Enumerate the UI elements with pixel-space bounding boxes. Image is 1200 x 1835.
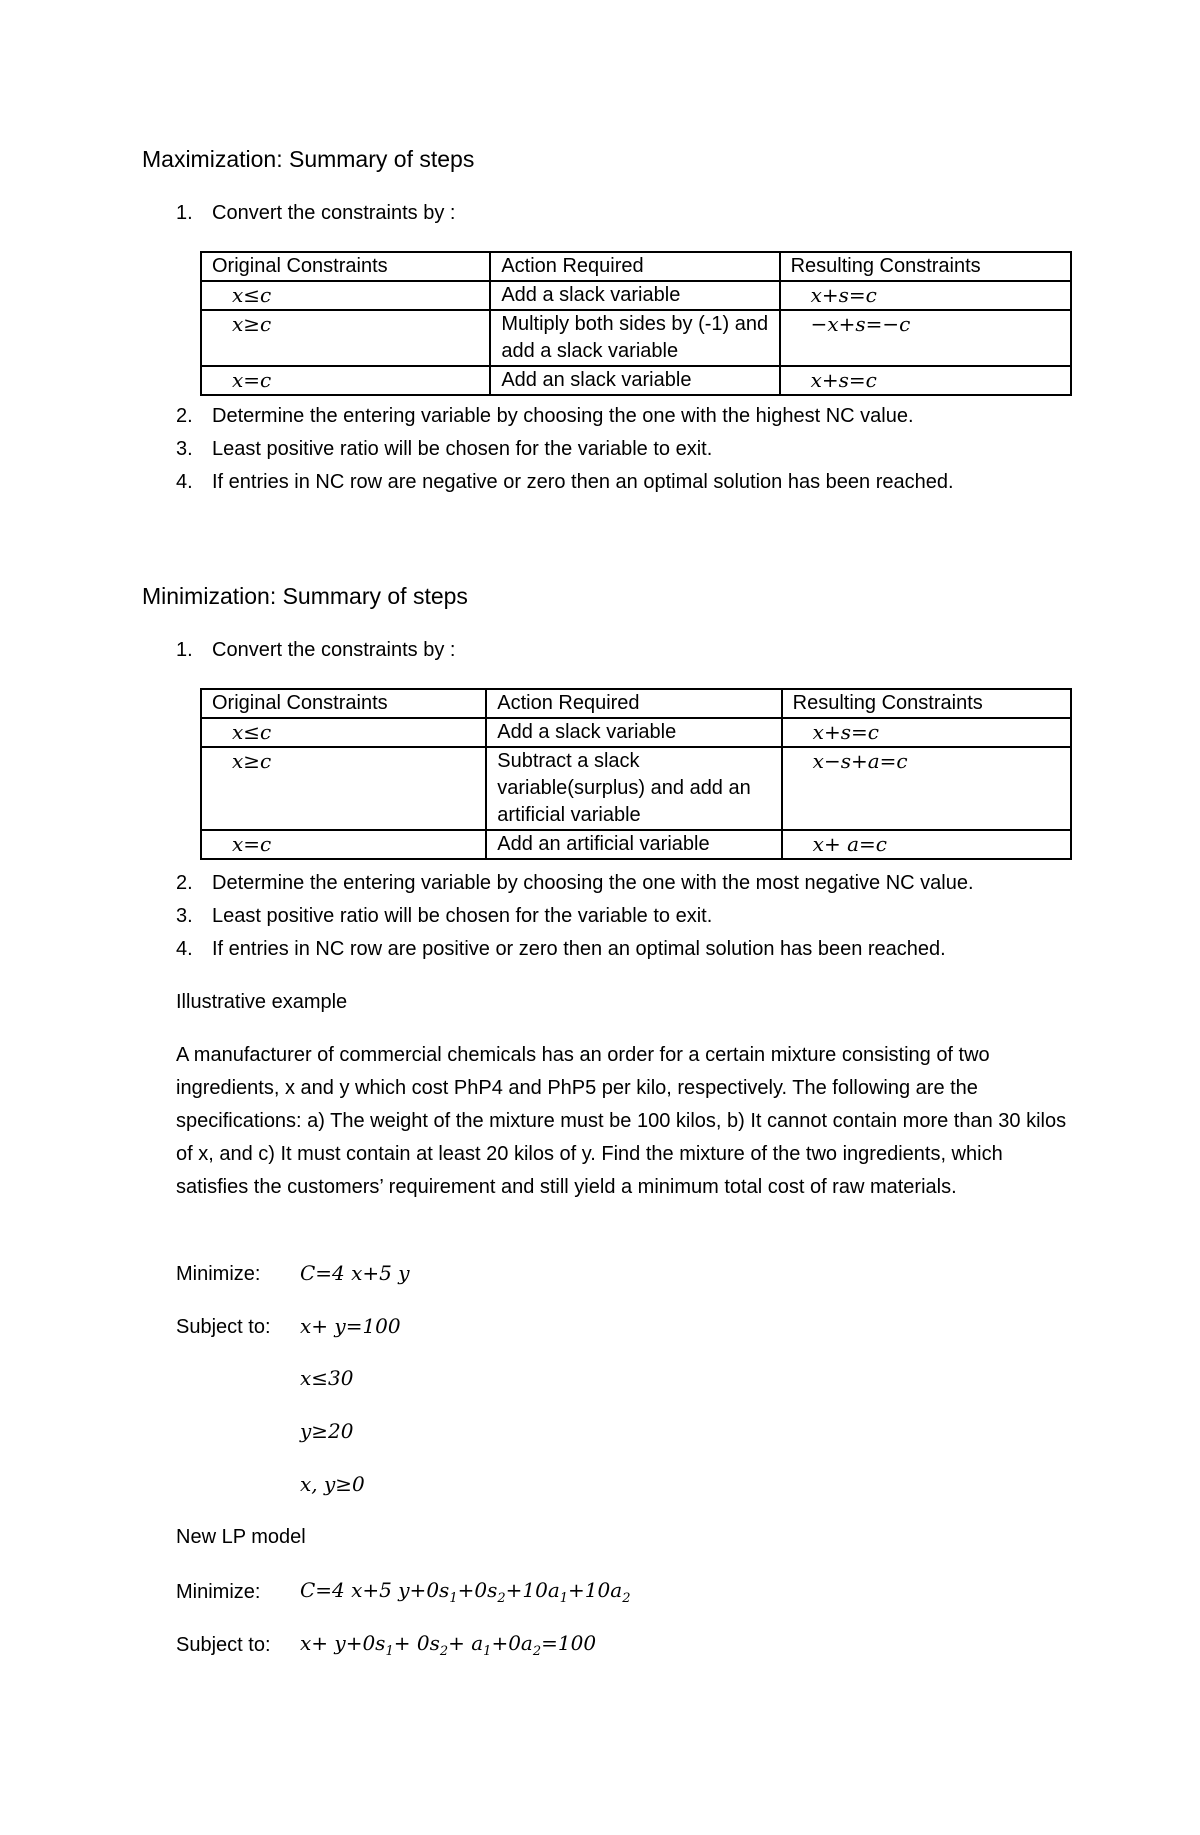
table-header-cell: Action Required: [490, 252, 779, 281]
resulting-constraint: x+ a=c: [782, 830, 1071, 859]
table-row: [201, 718, 1071, 747]
table-header-row: [201, 252, 1071, 281]
table-row: [201, 310, 1071, 366]
original-constraint: x≤c: [201, 281, 490, 310]
step-text: If entries in NC row are negative or zero then an optimal solution has been reached.: [212, 471, 954, 493]
step-num: 4.: [176, 938, 193, 960]
table-header-cell: Original Constraints: [201, 252, 490, 281]
example-paragraph: A manufacturer of commercial chemicals has an order for a certain mixture consisting of two ingredients, x and y which cost PhP4 and PhP5 per kilo, respectively. The following are the specifications: a) The weight of the mixture must be 100 kilos, b) It cannot contain more than 30 kilos of x, and c) It must contain at least 20 kilos of y. Find the mixture of the two ingredients, which satisfies the customers’ requirement and still yield a minimum total cost of raw materials.: [176, 1044, 1067, 1198]
resulting-constraint: x−s+a=c: [782, 747, 1071, 830]
resulting-constraint: x+s=c: [782, 718, 1071, 747]
action-required: Add a slack variable: [490, 281, 779, 310]
original-constraint: x≤c: [201, 718, 486, 747]
new-minimize-label: Minimize:: [176, 1581, 261, 1603]
step-num: 4.: [176, 471, 193, 493]
action-required: Multiply both sides by (-1) and add a slack variable: [490, 310, 779, 366]
step-text: If entries in NC row are positive or zero then an optimal solution has been reached.: [212, 938, 946, 960]
step-text: Convert the constraints by :: [212, 639, 456, 661]
new-subject-to-label: Subject to:: [176, 1634, 271, 1656]
action-required: Subtract a slack variable(surplus) and add an artificial variable: [486, 747, 781, 830]
table-header-cell: Original Constraints: [201, 689, 486, 718]
constraint-1: x+ y=100: [300, 1314, 401, 1338]
step-text: Least positive ratio will be chosen for the variable to exit.: [212, 905, 713, 927]
example-title: Illustrative example: [176, 991, 348, 1013]
min-constraints-table: [200, 688, 1072, 860]
step-num: 1.: [176, 639, 193, 661]
new-objective-function: C=4 x+5 $y+0s_1+0s_2+10a_1+10a_2$: [300, 1578, 631, 1606]
minimization-heading: Minimization: Summary of steps: [142, 583, 468, 609]
step-text: Least positive ratio will be chosen for the variable to exit.: [212, 438, 713, 460]
resulting-constraint: −x+s=−c: [780, 310, 1071, 366]
original-constraint: x≥c: [201, 310, 490, 366]
min-step-4: [176, 938, 946, 961]
new-model-title: New LP model: [176, 1526, 306, 1548]
step-text: Determine the entering variable by choosing the one with the most negative NC value.: [212, 872, 974, 894]
table-header-cell: Action Required: [486, 689, 781, 718]
action-required: Add an slack variable: [490, 366, 779, 395]
table-row: [201, 830, 1071, 859]
resulting-constraint: x+s=c: [780, 281, 1071, 310]
step-text: Determine the entering variable by choosing the one with the highest NC value.: [212, 405, 914, 427]
objective-function: C=4 x+5 y: [300, 1261, 410, 1285]
maximization-heading: Maximization: Summary of steps: [142, 146, 475, 172]
max-step-1-num: 1.: [176, 202, 193, 224]
constraint-4: x, y≥0: [300, 1472, 365, 1496]
constraint-3: y≥20: [300, 1419, 354, 1443]
table-row: [201, 281, 1071, 310]
min-step-3: [176, 905, 712, 928]
step-num: 2.: [176, 405, 193, 427]
original-constraint: x≥c: [201, 747, 486, 830]
original-constraint: x=c: [201, 366, 490, 395]
table-header-cell: Resulting Constraints: [780, 252, 1071, 281]
table-header-cell: Resulting Constraints: [782, 689, 1071, 718]
max-constraints-table: [200, 251, 1072, 396]
step-num: 2.: [176, 872, 193, 894]
min-step-2: [176, 872, 974, 895]
original-constraint: x=c: [201, 830, 486, 859]
table-header-row: [201, 689, 1071, 718]
max-step-4: [176, 471, 954, 494]
step-num: 3.: [176, 438, 193, 460]
max-step-1: [176, 202, 455, 225]
table-row: [201, 747, 1071, 830]
max-step-2: [176, 405, 914, 428]
max-step-3: [176, 438, 712, 461]
new-constraint-1: $x+ y+0s_1+ 0s_2+ a_1+0a_2=100$: [300, 1631, 597, 1659]
action-required: Add an artificial variable: [486, 830, 781, 859]
minimize-label: Minimize:: [176, 1263, 261, 1285]
table-row: [201, 366, 1071, 395]
max-step-1-text: Convert the constraints by :: [212, 202, 456, 224]
action-required: Add a slack variable: [486, 718, 781, 747]
min-step-1: [176, 639, 455, 662]
step-num: 3.: [176, 905, 193, 927]
constraint-2: x≤30: [300, 1366, 354, 1390]
resulting-constraint: x+s=c: [780, 366, 1071, 395]
subject-to-label: Subject to:: [176, 1316, 271, 1338]
